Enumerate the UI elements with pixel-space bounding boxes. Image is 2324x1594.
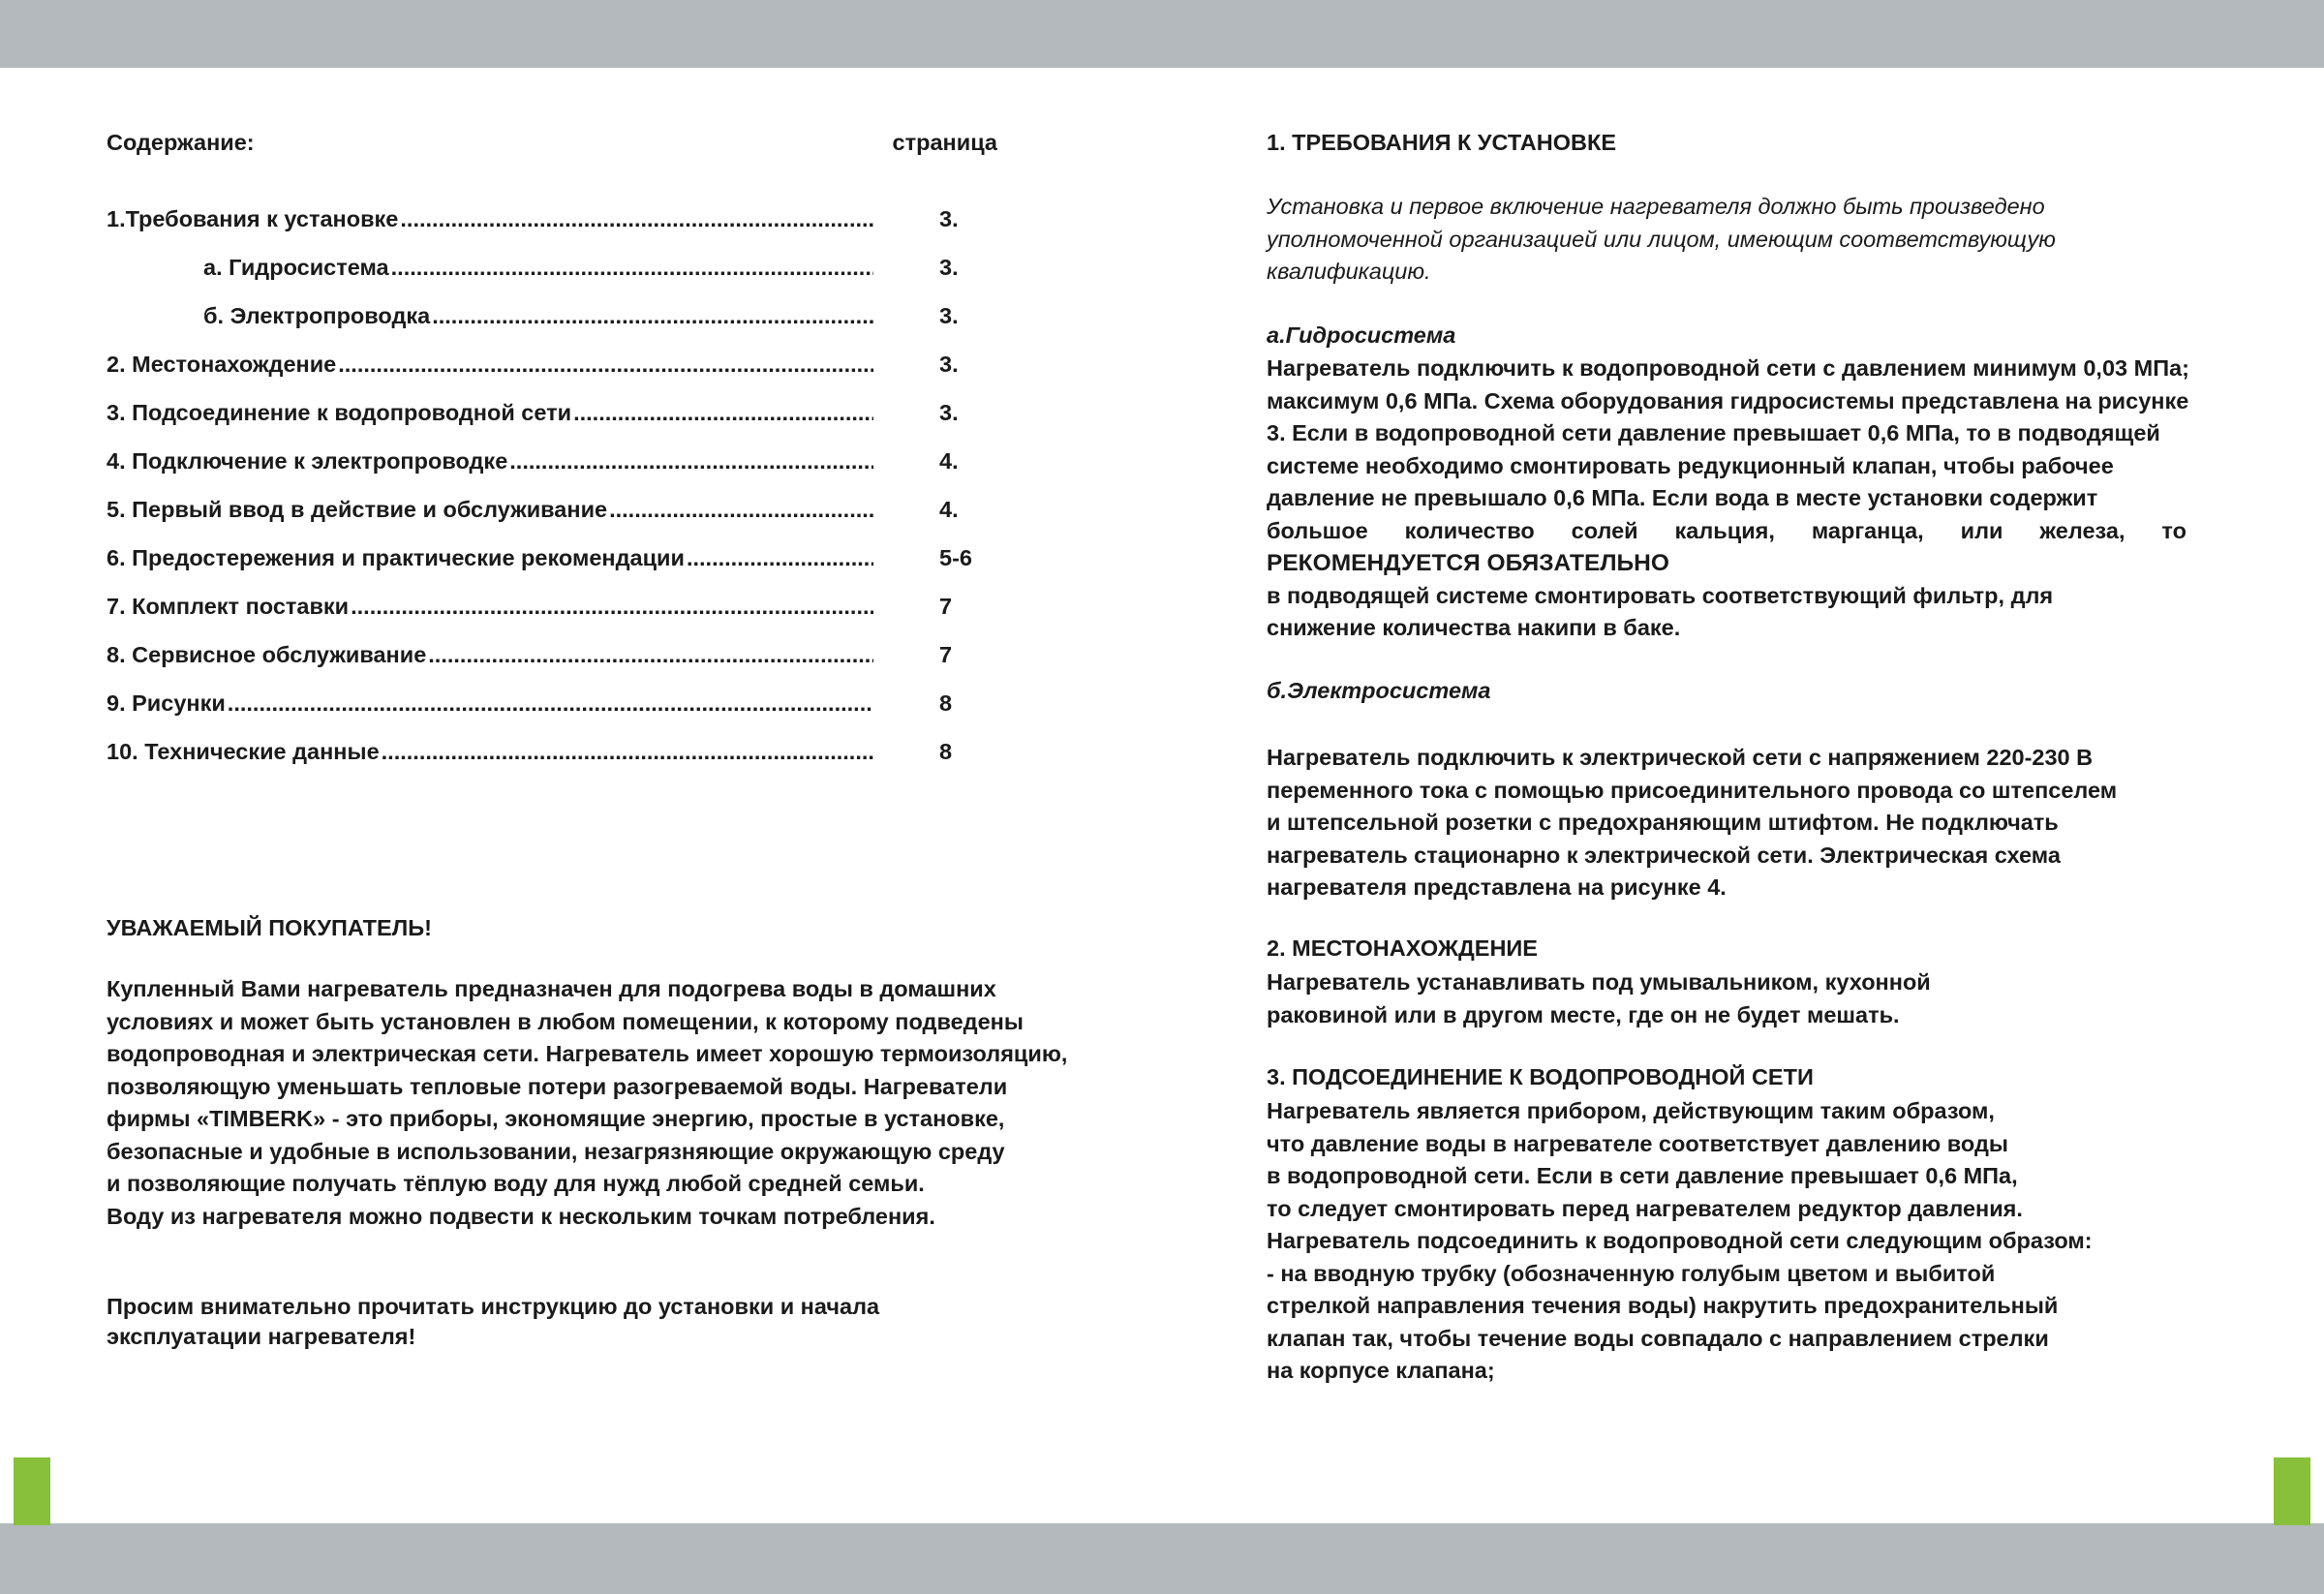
text-line: переменного тока с помощью присоединительного провода со штепселем [1267,777,2118,803]
toc-leader [428,642,873,668]
text-line: РЕКОМЕНДУЕТСЯ ОБЯЗАТЕЛЬНО [1267,550,1669,576]
toc-leader [573,400,873,426]
section-title-connection: 3. ПОДСОЕДИНЕНИЕ К ВОДОПРОВОДНОЙ СЕТИ [1267,1064,1814,1089]
dear-customer-title: УВАЖАЕМЫЙ ПОКУПАТЕЛЬ! [107,915,432,940]
text-line: Купленный Вами нагреватель предназначен для подогрева воды в домашних [107,976,996,1001]
toc-page: 3. [939,303,959,328]
text-line: 3. Если в водопроводной сети давление превышает 0,6 МПа, то в подводящей [1267,420,2160,445]
toc-row[interactable] [107,352,997,400]
toc-row[interactable] [107,303,997,352]
toc-list [107,206,997,787]
subsection-title-electro: б.Электросистема [1267,678,1491,703]
text-line: большое количество солей кальция, марганца, или железа, то [1267,517,2186,543]
toc-label: 2. Местонахождение [107,352,337,377]
text-line: в подводящей системе смонтировать соответствующий фильтр, для [1267,582,2054,608]
text-line: Просим внимательно прочитать инструкцию до установки и начала [107,1294,880,1319]
toc-label: 8. Сервисное обслуживание [107,642,427,667]
toc-page: 7 [939,594,953,619]
text-line: Нагреватель подсоединить к водопроводной сети следующим образом: [1267,1228,2093,1253]
toc-leader [509,448,873,475]
toc-row[interactable] [107,448,997,497]
toc-leader [687,545,873,571]
text-line: Нагреватель устанавливать под умывальником, кухонной [1267,969,1931,995]
toc-page: 3. [939,400,959,425]
toc-page-header: страница [892,130,997,155]
text-line: нагревателя представлена на рисунке 4. [1267,874,1727,900]
toc-row[interactable] [107,545,997,594]
text-line: Воду из нагревателя можно подвести к нескольким точкам потребления. [107,1203,935,1229]
toc-leader [351,594,873,620]
text-line: в водопроводной сети. Если в сети давление превышает 0,6 МПа, [1267,1163,2018,1188]
text-line: что давление воды в нагревателе соответствует давлению воды [1267,1130,2008,1156]
text-line: максимум 0,6 МПа. Схема оборудования гидросистемы представлена на рисунке [1267,387,2189,414]
toc-row[interactable] [107,739,997,787]
text-line: нагреватель стационарно к электрической сети. Электрическая схема [1267,842,2061,868]
toc-page: 7 [939,642,953,667]
toc-label: 1.Требования к установке [107,206,399,231]
location-text [1267,966,1931,1031]
toc-row[interactable] [107,594,997,642]
text-line: системе необходимо смонтировать редукционный клапан, чтобы рабочее [1267,452,2114,478]
text-line: на корпусе клапана; [1267,1358,1495,1383]
please-read-note [107,1292,879,1352]
text-line: и штепсельной розетки с предохраняющим штифтом. Не подключать [1267,810,2059,835]
toc-page: 8 [939,690,953,716]
toc-leader [609,497,873,523]
text-line: уполномоченной организацией или лицом, имеющим соответствующую [1267,226,2056,252]
toc-leader [382,739,873,765]
toc-row[interactable] [107,497,997,545]
left-green-tab [14,1457,50,1525]
text-line: эксплуатации нагревателя! [107,1324,416,1349]
install-intro [1267,191,2056,289]
text-line: стрелкой направления течения воды) накрутить предохранительный [1267,1293,2059,1318]
text-line: и позволяющие получать тёплую воду для нужд любой средней семьи. [107,1171,925,1196]
text-line: Нагреватель подключить к электрической сети с напряжением 220-230 В [1267,745,2094,770]
text-line: условиях и может быть установлен в любом помещении, к которому подведены [107,1008,1024,1034]
toc-label: 9. Рисунки [107,690,226,716]
text-line: водопроводная и электрическая сети. Нагреватель имеет хорошую термоизоляцию, [107,1041,1068,1066]
text-line: Нагреватель подключить к водопроводной сети с давлением минимум 0,03 МПа; [1267,355,2189,381]
toc-leader [391,255,873,281]
section-title-location: 2. МЕСТОНАХОЖДЕНИЕ [1267,935,1538,961]
toc-label: 5. Первый ввод в действие и обслуживание [107,497,608,522]
text-line: то следует смонтировать перед нагревателем редуктор давления. [1267,1195,2023,1221]
toc-title: Содержание: [107,130,255,155]
toc-label: 4. Подключение к электропроводке [107,448,508,474]
toc-label: б. Электропроводка [203,303,431,328]
text-line: - на вводную трубку (обозначенную голубым цветом и выбитой [1267,1260,1996,1286]
text-line: безопасные и удобные в использовании, незагрязняющие окружающую среду [107,1138,1005,1164]
toc-page: 3. [939,206,959,231]
toc-label: 3. Подсоединение к водопроводной сети [107,400,572,425]
toc-row[interactable] [107,690,997,739]
toc-header [107,130,997,159]
subsection-title-hydro: а.Гидросистема [1267,322,1456,348]
connection-text [1267,1095,2093,1388]
top-band [0,0,2324,68]
toc-page: 3. [939,255,959,280]
right-green-tab [2274,1457,2310,1525]
section-title-install: 1. ТРЕБОВАНИЯ К УСТАНОВКЕ [1267,130,1617,155]
toc-leader [228,690,873,717]
toc-page: 3. [939,352,959,377]
toc-row[interactable] [107,206,997,255]
text-line: фирмы «TIMBERK» - это приборы, экономящие энергию, простые в установке, [107,1106,1005,1131]
toc-leader [432,303,873,329]
text-line: раковиной или в другом месте, где он не будет мешать. [1267,1001,1900,1027]
text-line: Установка и первое включение нагревателя должно быть произведено [1267,194,2045,219]
toc-leader [400,206,873,232]
toc-label: 6. Предостережения и практические рекомендации [107,545,685,570]
hydro-text [1267,353,2189,645]
toc-row[interactable] [107,642,997,690]
text-line: позволяющую уменьшать тепловые потери разогреваемой воды. Нагреватели [107,1073,1008,1099]
text-line: Нагреватель является прибором, действующим таким образом, [1267,1098,1995,1123]
toc-page: 5-6 [939,545,972,570]
toc-label: а. Гидросистема [203,255,389,280]
dear-customer-text [107,973,1068,1233]
toc-row[interactable] [107,400,997,448]
text-line: квалификацию. [1267,259,1431,284]
toc-page: 4. [939,497,959,522]
text-line: снижение количества накипи в баке. [1267,615,1681,640]
text-line: клапан так, чтобы течение воды совпадало с направлением стрелки [1267,1325,2049,1351]
toc-label: 7. Комплект поставки [107,594,350,619]
toc-page: 4. [939,448,959,474]
text-line: давление не превышало 0,6 МПа. Если вода в месте установки содержит [1267,485,2098,510]
toc-leader [338,352,873,378]
toc-row[interactable] [107,255,997,303]
bottom-band [0,1523,2324,1594]
toc-label: 10. Технические данные [107,739,380,764]
toc-page: 8 [939,739,953,764]
electro-text [1267,742,2117,904]
